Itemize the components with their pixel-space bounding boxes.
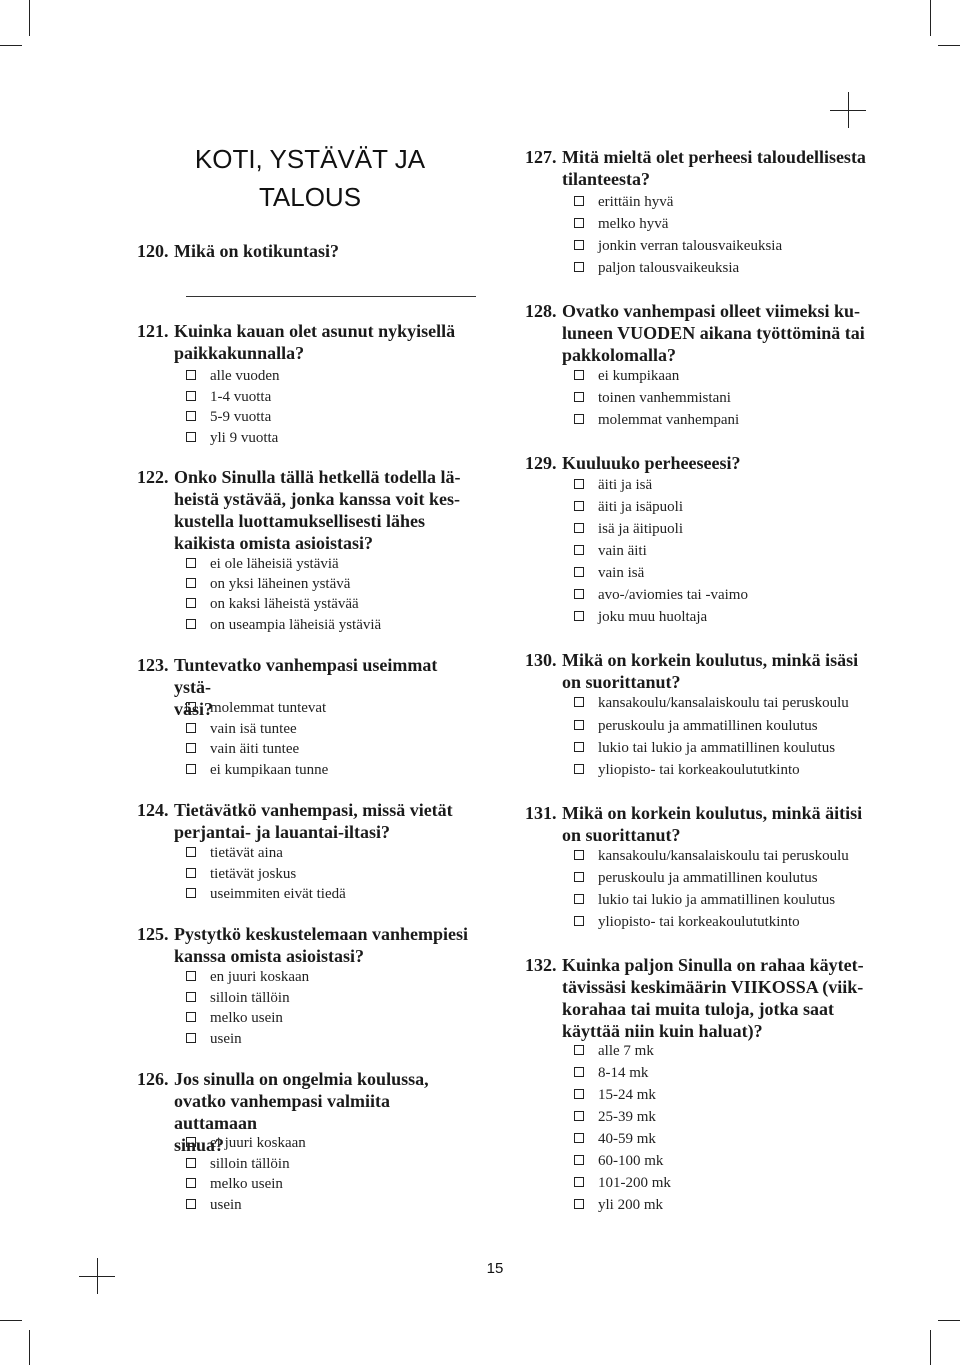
- question-number: 123.: [137, 655, 169, 675]
- checkbox-icon[interactable]: [186, 743, 196, 753]
- checkbox-icon[interactable]: [574, 1045, 584, 1055]
- checkbox-icon[interactable]: [574, 1067, 584, 1077]
- checkbox-icon[interactable]: [574, 611, 584, 621]
- checkbox-icon[interactable]: [574, 764, 584, 774]
- crop-mark-bottom-right-v: [930, 1330, 931, 1365]
- checkbox-icon[interactable]: [574, 196, 584, 206]
- question-text-line: ovatko vanhempasi valmiita auttamaan: [174, 1091, 391, 1133]
- crop-mark-top-left-h: [0, 45, 22, 46]
- checkbox-icon[interactable]: [574, 1089, 584, 1099]
- question-number: 130.: [525, 650, 557, 670]
- checkbox-icon[interactable]: [574, 872, 584, 882]
- question-text-line: Mitä mieltä olet perheesi taloudellisesta: [562, 147, 866, 167]
- checkbox-icon[interactable]: [186, 888, 196, 898]
- checkbox-icon[interactable]: [186, 432, 196, 442]
- crop-mark-top-right-v: [930, 0, 931, 36]
- checkbox-icon[interactable]: [186, 1158, 196, 1168]
- question-text-line: on suorittanut?: [562, 672, 681, 692]
- checkbox-icon[interactable]: [574, 742, 584, 752]
- checkbox-icon[interactable]: [186, 702, 196, 712]
- checkbox-icon[interactable]: [186, 764, 196, 774]
- checkbox-icon[interactable]: [574, 370, 584, 380]
- question-128: [525, 300, 875, 366]
- question-text-line: kaikista omista asioistasi?: [174, 533, 374, 553]
- question-text-line: perjantai- ja lauantai-iltasi?: [174, 822, 390, 842]
- question-130: [525, 649, 875, 693]
- checkbox-icon[interactable]: [574, 720, 584, 730]
- question-number: 129.: [525, 453, 557, 473]
- crop-mark-bottom-left-h: [0, 1320, 22, 1321]
- checkbox-icon[interactable]: [574, 501, 584, 511]
- question-text-line: tävissäsi keskimäärin VIIKOSSA (viik-: [562, 977, 864, 997]
- question-text-line: Mikä on korkein koulutus, minkä isäsi: [562, 650, 859, 670]
- checkbox-icon[interactable]: [186, 391, 196, 401]
- checkbox-icon[interactable]: [186, 1012, 196, 1022]
- question-122: [137, 466, 477, 554]
- checkbox-icon[interactable]: [186, 723, 196, 733]
- section-title: [185, 140, 435, 216]
- register-mark-top-right-h: [830, 110, 866, 111]
- question-text-line: kustella luottamuksellisesti lähes: [174, 511, 426, 531]
- checkbox-icon[interactable]: [574, 1133, 584, 1143]
- question-text-line: Kuinka kauan olet asunut nykyisellä: [174, 321, 456, 341]
- question-number: 124.: [137, 800, 169, 820]
- question-text-line: Onko Sinulla tällä hetkellä todella lä-: [174, 467, 461, 487]
- question-number: 125.: [137, 924, 169, 944]
- page-number: 15: [486, 1260, 504, 1277]
- checkbox-icon[interactable]: [574, 1111, 584, 1121]
- question-text-line: heistä ystävää, jonka kanssa voit kes-: [174, 489, 461, 509]
- question-129: [525, 452, 875, 474]
- question-text: Mikä on kotikuntasi?: [174, 241, 340, 261]
- question-text-line: Jos sinulla on ongelmia koulussa,: [174, 1069, 429, 1089]
- question-text-line: Tuntevatko vanhempasi useimmat ystä-: [174, 655, 438, 697]
- checkbox-icon[interactable]: [186, 558, 196, 568]
- answer-line-kotikunta[interactable]: [186, 296, 476, 297]
- checkbox-icon[interactable]: [574, 1199, 584, 1209]
- question-125: [137, 923, 477, 967]
- question-text-line: väsi?: [174, 699, 214, 719]
- crop-mark-top-left-v: [29, 0, 30, 36]
- question-number: 132.: [525, 955, 557, 975]
- question-text-line: on suorittanut?: [562, 825, 681, 845]
- question-131: [525, 802, 875, 846]
- question-121: [137, 320, 477, 364]
- question-number: 131.: [525, 803, 557, 823]
- checkbox-icon[interactable]: [186, 1178, 196, 1188]
- checkbox-icon[interactable]: [574, 414, 584, 424]
- question-120: [137, 240, 477, 262]
- question-text-line: Kuinka paljon Sinulla on rahaa käytet-: [562, 955, 864, 975]
- question-text-line: sinua?: [174, 1135, 225, 1155]
- question-text-line: Kuuluuko perheeseesi?: [562, 453, 741, 473]
- checkbox-icon[interactable]: [574, 392, 584, 402]
- checkbox-icon[interactable]: [574, 589, 584, 599]
- checkbox-icon[interactable]: [574, 697, 584, 707]
- checkbox-icon[interactable]: [186, 971, 196, 981]
- checkbox-icon[interactable]: [186, 847, 196, 857]
- checkbox-icon[interactable]: [186, 1137, 196, 1147]
- question-124: [137, 799, 477, 843]
- question-text-line: pakkolomalla?: [562, 345, 677, 365]
- crop-mark-top-right-h: [938, 45, 960, 46]
- section-title-line-1: KOTI, YSTÄVÄT JA: [194, 144, 426, 174]
- question-text-line: luneen VUODEN aikana työttöminä tai: [562, 323, 865, 343]
- question-text-line: korahaa tai muita tuloja, jotka saat: [562, 999, 835, 1019]
- checkbox-icon[interactable]: [574, 545, 584, 555]
- checkbox-icon[interactable]: [574, 262, 584, 272]
- question-number: 126.: [137, 1069, 169, 1089]
- checkbox-icon[interactable]: [574, 218, 584, 228]
- checkbox-icon[interactable]: [186, 992, 196, 1002]
- section-title-line-2: TALOUS: [258, 182, 362, 212]
- checkbox-icon[interactable]: [574, 916, 584, 926]
- checkbox-icon[interactable]: [574, 1155, 584, 1165]
- question-text-line: käyttää niin kuin haluat)?: [562, 1021, 763, 1041]
- question-text-line: tilanteesta?: [562, 169, 650, 189]
- checkbox-icon[interactable]: [574, 850, 584, 860]
- checkbox-icon[interactable]: [574, 523, 584, 533]
- crop-mark-bottom-left-v: [29, 1330, 30, 1365]
- checkbox-icon[interactable]: [186, 370, 196, 380]
- checkbox-icon[interactable]: [186, 411, 196, 421]
- checkbox-icon[interactable]: [186, 619, 196, 629]
- question-text-line: Ovatko vanhempasi olleet viimeksi ku-: [562, 301, 861, 321]
- checkbox-icon[interactable]: [574, 479, 584, 489]
- checkbox-icon[interactable]: [186, 1033, 196, 1043]
- question-text-line: Pystytkö keskustelemaan vanhempiesi: [174, 924, 469, 944]
- register-mark-bottom-left-h: [79, 1276, 115, 1277]
- question-text-line: Mikä on korkein koulutus, minkä äitisi: [562, 803, 863, 823]
- question-number: 121.: [137, 321, 169, 341]
- question-127: [525, 146, 875, 190]
- checkbox-icon[interactable]: [186, 1199, 196, 1209]
- crop-mark-bottom-right-h: [938, 1320, 960, 1321]
- question-132: [525, 954, 875, 1042]
- checkbox-icon[interactable]: [186, 578, 196, 588]
- checkbox-icon[interactable]: [186, 598, 196, 608]
- question-text-line: kanssa omista asioistasi?: [174, 946, 365, 966]
- question-number: 127.: [525, 147, 557, 167]
- checkbox-icon[interactable]: [186, 868, 196, 878]
- question-text-line: Tietävätkö vanhempasi, missä vietät: [174, 800, 453, 820]
- checkbox-icon[interactable]: [574, 1177, 584, 1187]
- question-number: 120.: [137, 241, 169, 261]
- question-number: 128.: [525, 301, 557, 321]
- question-number: 122.: [137, 467, 169, 487]
- checkbox-icon[interactable]: [574, 894, 584, 904]
- checkbox-icon[interactable]: [574, 240, 584, 250]
- checkbox-icon[interactable]: [574, 567, 584, 577]
- question-text-line: paikkakunnalla?: [174, 343, 305, 363]
